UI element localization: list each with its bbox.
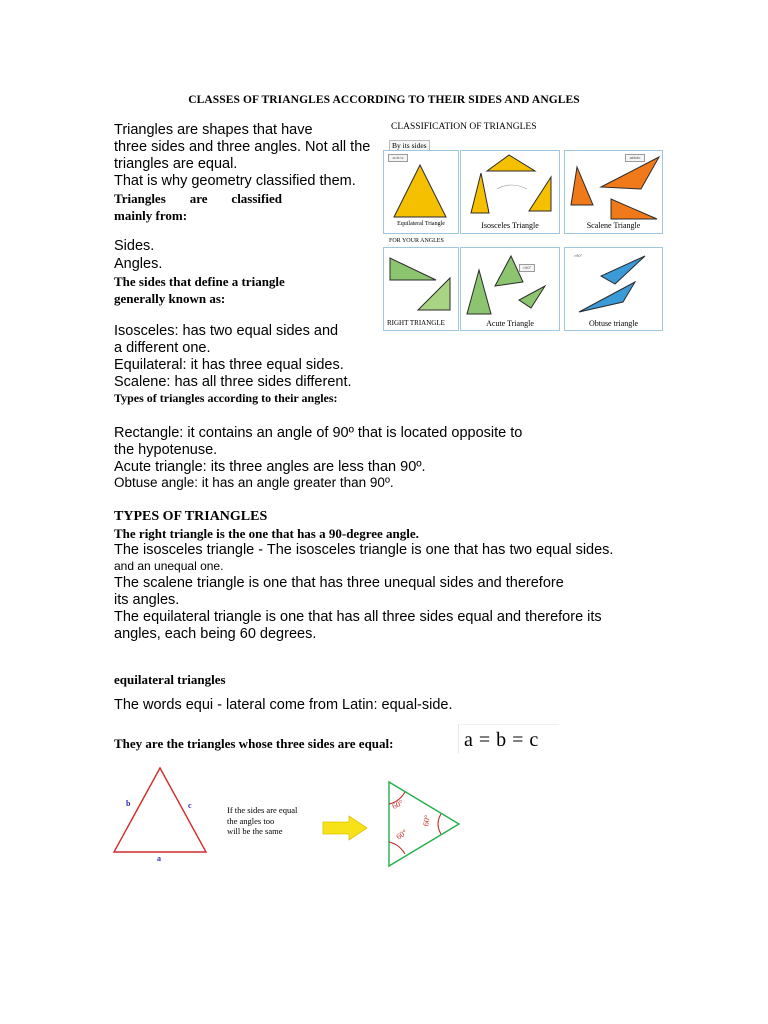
intro-bold-word: Triangles xyxy=(114,191,166,206)
side-label-a: a xyxy=(157,854,161,863)
note-line-2: the angles too xyxy=(227,815,275,826)
sides-list-2: a different one. xyxy=(114,340,211,356)
formula: a = b = c xyxy=(464,729,539,751)
angles-list-1: Rectangle: it contains an angle of 90º that is located opposite to xyxy=(114,425,523,441)
types-bold: The right triangle is the one that has a 90-degree angle. xyxy=(114,526,419,541)
yellow-arrow-icon xyxy=(321,814,369,842)
page-title: CLASSES OF TRIANGLES ACCORDING TO THEIR SIDES AND ANGLES xyxy=(188,94,580,106)
types-heading: TYPES OF TRIANGLES xyxy=(114,509,268,524)
card-isosceles xyxy=(460,150,560,234)
types-line-4: its angles. xyxy=(114,592,180,608)
classified-sides: Sides. xyxy=(114,238,155,254)
intro-bold-word: classified xyxy=(231,191,282,206)
caption-right: RIGHT TRIANGLE xyxy=(387,319,445,327)
angles-heading: Types of triangles according to their angles: xyxy=(114,391,338,405)
types-line-2: and an unequal one. xyxy=(114,559,224,573)
card-scalene xyxy=(564,150,663,234)
equal-sides-bold: They are the triangles whose three sides are equal: xyxy=(114,736,394,751)
obtuse-blue-triangles xyxy=(565,248,662,330)
intro-line-2: three sides and three angles. Not all the xyxy=(114,139,371,155)
note-line-1: If the sides are equal xyxy=(227,805,298,815)
by-angles-label: FOR YOUR ANGLES xyxy=(389,238,444,244)
chip-acute: <90° xyxy=(519,264,535,272)
angles-list-3: Acute triangle: its three angles are less than 90º. xyxy=(114,459,426,475)
red-equilateral-triangle xyxy=(108,762,218,862)
types-line-5: The equilateral triangle is one that has all three sides equal and therefore its xyxy=(114,609,602,625)
types-line-1: The isosceles triangle - The isosceles triangle is one that has two equal sides. xyxy=(114,542,614,558)
caption-scalene: Scalene Triangle xyxy=(586,221,641,230)
caption-equilateral: Equilateral Triangle xyxy=(397,221,445,227)
sides-equal-note xyxy=(227,805,297,837)
formula-box xyxy=(458,724,559,753)
side-label-c: c xyxy=(188,801,192,810)
caption-acute: Acute Triangle xyxy=(486,319,534,328)
types-line-6: angles, each being 60 degrees. xyxy=(114,626,317,642)
by-sides-label: By its sides xyxy=(389,140,430,151)
angles-list-4: Obtuse angle: it has an angle greater than 90º. xyxy=(114,475,394,490)
card-equilateral xyxy=(383,150,459,234)
right-green-triangles xyxy=(384,248,458,330)
angles-list-2: the hypotenuse. xyxy=(114,442,218,458)
equilateral-heading: equilateral triangles xyxy=(114,672,226,687)
intro-bold-line-1 xyxy=(114,190,282,207)
acute-green-triangles xyxy=(461,248,559,330)
intro-line-3: triangles are equal. xyxy=(114,156,238,172)
caption-obtuse: Obtuse triangle xyxy=(588,319,639,328)
classified-angles: Angles. xyxy=(114,256,163,272)
angle-label-top: 60° xyxy=(390,798,405,811)
intro-bold-word: are xyxy=(189,191,208,206)
equilateral-text: The words equi - lateral come from Latin: equal-side. xyxy=(114,697,453,713)
types-line-3: The scalene triangle is one that has three unequal sides and therefore xyxy=(114,575,564,591)
chip-equilateral: a=b=c xyxy=(388,154,408,162)
intro-line-1: Triangles are shapes that have xyxy=(114,122,313,138)
chip-obtuse: >90° xyxy=(573,253,583,258)
caption-isosceles: Isosceles Triangle xyxy=(481,221,539,230)
angle-label-bottom: 60° xyxy=(394,827,409,842)
note-line-3: will be the same xyxy=(227,826,283,836)
card-acute xyxy=(460,247,560,331)
angle-label-right: 60° xyxy=(421,814,433,827)
side-label-b: b xyxy=(126,799,131,808)
sides-list-1: Isosceles: has two equal sides and xyxy=(114,323,339,339)
card-right xyxy=(383,247,459,331)
intro-bold-line-2: mainly from: xyxy=(114,208,188,223)
sides-list-3: Equilateral: it has three equal sides. xyxy=(114,357,344,373)
classification-figure xyxy=(383,116,663,334)
card-obtuse xyxy=(564,247,663,331)
sides-heading-1: The sides that define a triangle xyxy=(114,274,285,289)
intro-line-4: That is why geometry classified them. xyxy=(114,173,356,189)
sides-heading-2: generally known as: xyxy=(114,291,226,306)
chip-scalene: a≠b≠c xyxy=(625,154,645,162)
sides-list-4: Scalene: has all three sides different. xyxy=(114,374,352,390)
classification-title: CLASSIFICATION OF TRIANGLES xyxy=(391,122,537,132)
